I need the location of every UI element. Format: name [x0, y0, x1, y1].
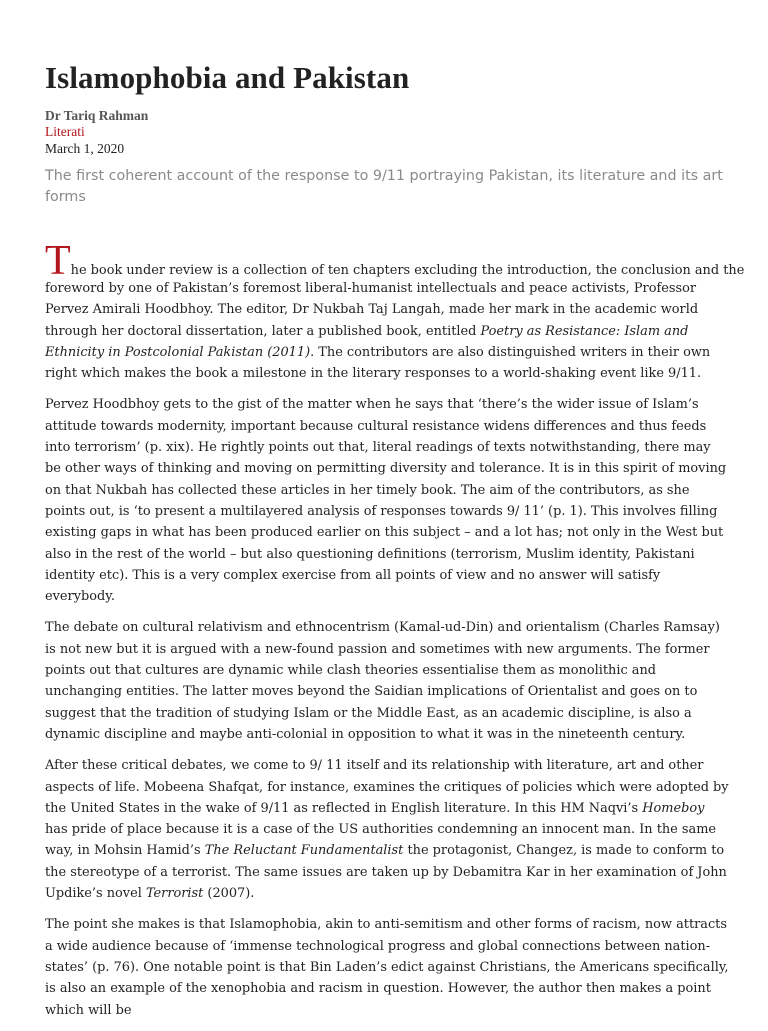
paragraph: Pervez Hoodbhoy gets to the gist of the matter when he says that ‘there’s the wider issue of Islam’s attitude towards modernity, important because cultural resistance widens differences and thus feeds into terrorism’ (p. xix). He rightly points out that, literal readings of texts notwithstanding, there may be other ways of thinking and moving on permitting diversity and tolerance. It is in this spirit of moving on that Nukbah has collected these articles in her timely book. The aim of the contributors, as she points out, is ‘to present a multilayered analysis of responses towards 9/ 11’ (p. 1). This involves filling existing gaps in what has been produced earlier on this subject – and a lot has; not only in the West but also in the rest of the world – but also questioning definitions (terrorism, Muslim identity, Pakistani identity etc). This is a very complex exercise from all points of view and no answer will satisfy everybody. — [45, 397, 727, 605]
paragraph: The point she makes is that Islamophobia, akin to anti-semitism and other forms of racism, now attracts a wide audience because of ‘immense technological progress and global connections between nation-states’ (p. 76). One notable point is that Bin Laden’s edict against Christians, the Americans specifically, is also an example of the xenophobia and racism in question. However, the author then makes a point which will be — [45, 917, 729, 1018]
paragraph — [45, 238, 745, 384]
paragraph-text: . The contributors are also distinguished writers in their own right which makes the book a milestone in the literary responses to a world-shaking event like 9/11. — [45, 344, 711, 382]
drop-cap: T — [45, 238, 71, 284]
book-title: Poetry as Resistance: Islam and Ethnicity in Postcolonial Pakistan (2011) — [45, 323, 689, 360]
first-line — [45, 238, 745, 284]
paragraph-text: After these critical debates, we come to 9/ 11 itself and its relationship with literature, art and other aspects of life. Mobeena Shafqat, for instance, examines the critiques of policies which were adopted by the United States in the wake of 9/11 as reflected in English literature. In this HM Naqvi’s — [45, 758, 729, 816]
page-title: Islamophobia and Pakistan — [45, 60, 410, 95]
author-name[interactable]: Dr Tariq Rahman — [45, 108, 149, 123]
paragraph-text: (2007). — [203, 886, 255, 902]
section-link[interactable]: Literati — [45, 124, 85, 139]
book-title: The Reluctant Fundamentalist — [204, 843, 404, 859]
paragraph-text: he book under review is a collection of ten chapters excluding the introduction, the conclusion and the — [70, 263, 745, 278]
paragraph: The debate on cultural relativism and ethnocentrism (Kamal-ud-Din) and orientalism (Charles Ramsay) is not new but it is argued with a new-found passion and sometimes with new arguments. The former points out that cultures are dynamic while clash theories essentialise them as monolithic and unchanging entities. The latter moves beyond the Saidian implications of Orientalist and goes on to suggest that the tradition of studying Islam or the Middle East, as an academic discipline, is also a dynamic discipline and maybe anti-colonial in opposition to what it was in the nineteenth century. — [45, 620, 720, 742]
paragraph-text: has pride of place because it is a case of the US authorities condemning an innocent man. In the same way, in Mohsin Hamid’s — [45, 822, 717, 859]
article-body — [45, 238, 745, 1031]
book-title: Terrorist — [145, 886, 204, 902]
paragraph-text: the protagonist, Changez, is made to conform to the stereotype of a terrorist. The same issues are taken up by Debamitra Kar in her examination of John Updike’s novel — [45, 843, 727, 902]
article-subtitle: The first coherent account of the response to 9/11 portraying Pakistan, its literature and its art forms — [45, 168, 723, 205]
paragraph-text: foreword by one of Pakistan’s foremost liberal-humanist intellectuals and peace activists, Professor Pervez Amirali Hoodbhoy. The editor, Dr Nukbah Taj Langah, made her mark in the academic world through her doctoral dissertation, later a published book, entitled — [45, 281, 699, 339]
publish-date: March 1, 2020 — [45, 141, 125, 156]
paragraph — [45, 755, 730, 904]
book-title: Homeboy — [642, 800, 705, 816]
